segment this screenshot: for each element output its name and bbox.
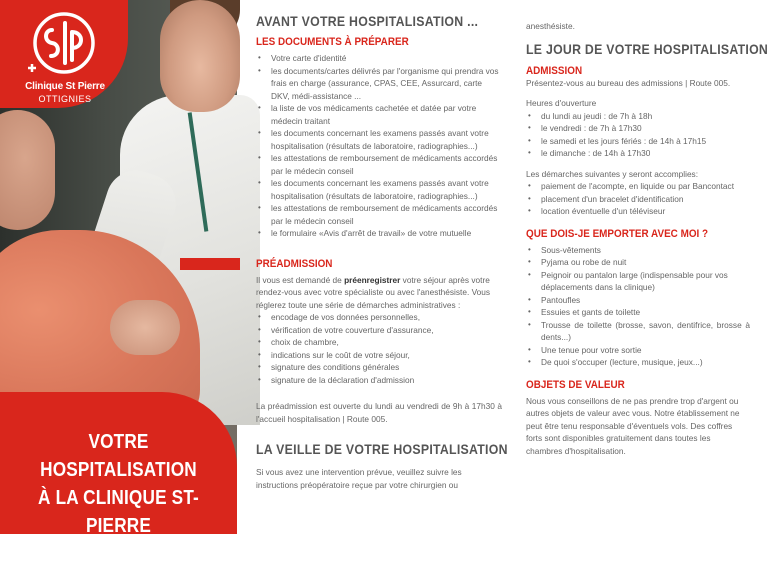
list-item: • Essuies et gants de toilette bbox=[526, 306, 750, 319]
eve-text: Si vous avez une intervention prévue, veuillez suivre les instructions préopératoire reçue par votre chirurgien ou bbox=[256, 467, 462, 490]
steps-title: Les démarches suivantes y seront accomplies: bbox=[526, 168, 699, 179]
steps-list bbox=[526, 180, 750, 218]
hours-list bbox=[526, 110, 750, 160]
preadmission-note: La préadmission est ouverte du lundi au vendredi de 9h à 17h30 à l'accueil hospitalisation | Route 005. bbox=[256, 401, 502, 424]
clinic-logo bbox=[0, 0, 128, 108]
list-item: • placement d'un bracelet d'identification bbox=[526, 193, 750, 206]
column-day bbox=[526, 20, 768, 457]
list-item: • les attestations de remboursement de médicaments accordés par le médecin conseil bbox=[256, 152, 502, 177]
documents-title: LES DOCUMENTS À PRÉPARER bbox=[256, 36, 409, 48]
admission-text: Présentez-vous au bureau des admissions | Route 005. bbox=[526, 77, 731, 88]
list-item: • signature de la déclaration d'admission bbox=[256, 374, 502, 387]
list-item: • vérification de votre couverture d'assurance, bbox=[256, 324, 502, 337]
list-item: • Peignoir ou pantalon large (indispensable pour vos déplacements dans la clinique) bbox=[526, 269, 750, 294]
banner-line-1: VOTRE HOSPITALISATION bbox=[40, 431, 197, 481]
list-item: • le dimanche : de 14h à 17h30 bbox=[526, 147, 750, 160]
list-item: • Trousse de toilette (brosse, savon, dentifrice, brosse à dents...) bbox=[526, 319, 750, 344]
list-item: • du lundi au jeudi : de 7h à 18h bbox=[526, 110, 750, 123]
list-item: • le vendredi : de 7h à 17h30 bbox=[526, 122, 750, 135]
day-title: LE JOUR DE VOTRE HOSPITALISATION bbox=[526, 40, 768, 57]
valuables-text: Nous vous conseillons de ne pas prendre trop d'argent ou autres objets de valeur avec vous. Notre établissement ne peut être tenu responsable d'éventuels vols. Des coffres forts sont disponibles gratuitement dans toutes les chambres d'hospitalisation. bbox=[526, 395, 740, 456]
list-item: • Pyjama ou robe de nuit bbox=[526, 256, 750, 269]
clinic-name: Clinique St Pierre bbox=[25, 81, 105, 92]
list-item: • Sous-vêtements bbox=[526, 244, 750, 257]
list-item: • le samedi et les jours fériés : de 14h à 17h15 bbox=[526, 135, 750, 148]
clinic-logo-icon bbox=[22, 10, 106, 80]
admission-title: ADMISSION bbox=[526, 64, 583, 77]
list-item: • encodage de vos données personnelles, bbox=[256, 311, 502, 324]
preadmission-intro: Il vous est demandé de préenregistrer votre séjour après votre rendez-vous avec votre spécialiste ou avec l'anesthésiste. Vous réglerez toute une série de démarches administratives : bbox=[256, 274, 491, 310]
list-item: • les attestations de remboursement de médicaments accordés par le médecin conseil bbox=[256, 202, 502, 227]
preadmission-list bbox=[256, 311, 502, 386]
list-item: • les documents concernant les examens passés avant votre hospitalisation (résultats de laboratoire, radiographies...) bbox=[256, 177, 502, 202]
banner-line-2: À LA CLINIQUE ST-PIERRE bbox=[38, 487, 199, 537]
list-item: • Pantoufles bbox=[526, 294, 750, 307]
bring-title: QUE DOIS-JE EMPORTER AVEC MOI ? bbox=[526, 227, 709, 240]
documents-list bbox=[256, 52, 502, 240]
list-item: • De quoi s'occuper (lecture, musique, jeux...) bbox=[526, 356, 750, 369]
eve-text-continuation: anesthésiste. bbox=[526, 21, 575, 31]
list-item: • paiement de l'acompte, en liquide ou par Bancontact bbox=[526, 180, 750, 193]
eve-title: LA VEILLE DE VOTRE HOSPITALISATION bbox=[256, 441, 508, 457]
banner-line-3: OTTIGNIES bbox=[71, 543, 166, 565]
list-item: • les documents/cartes délivrés par l'organisme qui prendra vos frais en charge (assurance, CPAS, CEE, Assurcard, carte DKV, médi-assistance ... bbox=[256, 65, 502, 103]
title-banner bbox=[0, 392, 237, 565]
valuables-title: OBJETS DE VALEUR bbox=[526, 378, 625, 391]
list-item: • indications sur le coût de votre séjour, bbox=[256, 349, 502, 362]
bring-list bbox=[526, 244, 750, 369]
preadmission-title: PRÉADMISSION bbox=[256, 257, 333, 270]
list-item: • la liste de vos médicaments cachetée et datée par votre médecin traitant bbox=[256, 102, 502, 127]
hours-title: Heures d'ouverture bbox=[526, 98, 597, 108]
list-item: • Une tenue pour votre sortie bbox=[526, 344, 750, 357]
list-item: • les documents concernant les examens passés avant votre hospitalisation (résultats de laboratoire, radiographies...) bbox=[256, 127, 502, 152]
list-item: • location éventuelle d'un téléviseur bbox=[526, 205, 750, 218]
list-item: • choix de chambre, bbox=[256, 336, 502, 349]
list-item: • le formulaire «Avis d'arrêt de travail» de votre mutuelle bbox=[256, 227, 502, 240]
list-item: • Votre carte d'identité bbox=[256, 52, 502, 65]
clinic-city: OTTIGNIES bbox=[38, 94, 92, 104]
column-before bbox=[256, 13, 508, 491]
before-title: AVANT VOTRE HOSPITALISATION ... bbox=[256, 13, 479, 29]
list-item: • signature des conditions générales bbox=[256, 361, 502, 374]
